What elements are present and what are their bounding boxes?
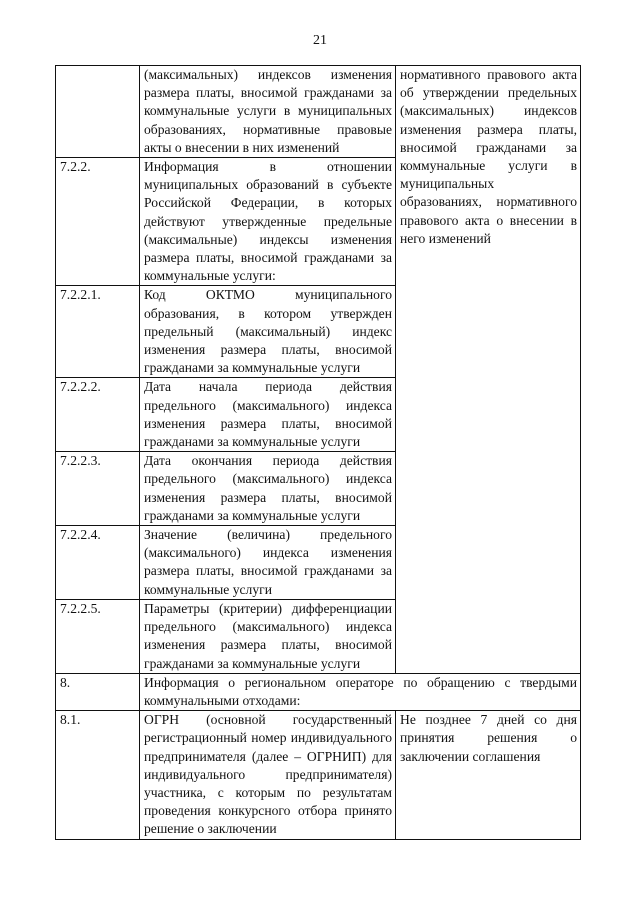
section-heading: Информация о региональном операторе по обращению с твердыми коммунальными отходами: [140,673,581,710]
row-description: ОГРН (основной государственный регистрационный номер индивидуального предпринимателя (далее – ОГРНИП) для индивидуального предпринимателя) участника, с которым по результатам проведения конкурсного отбора принято решение о заключении [140,711,396,839]
row-number: 8. [56,673,140,710]
row-description: Параметры (критерии) дифференциации предельного (максимального) индекса изменения размера платы, вносимой гражданами за коммунальные услуги [140,599,396,673]
page-number: 21 [313,33,327,48]
section-heading-row [56,673,581,710]
table-row [56,711,581,839]
row-number: 8.1. [56,711,140,839]
row-description: Код ОКТМО муниципального образования, в котором утвержден предельный (максимальный) индекс изменения размера платы, вносимой гражданами за коммунальные услуги [140,286,396,378]
row-description: (максимальных) индексов изменения размера платы, вносимой гражданами за коммунальные услуги в муниципальных образованиях, нормативные правовые акты о внесении в них изменений [140,66,396,158]
row-number: 7.2.2.2. [56,378,140,452]
requirements-table [55,65,581,840]
row-number: 7.2.2.3. [56,452,140,526]
table-row [56,66,581,158]
row-number: 7.2.2.5. [56,599,140,673]
deadline-cell: Не позднее 7 дней со дня принятия решения о заключении соглашения [396,711,581,839]
row-description: Дата окончания периода действия предельного (максимального) индекса изменения размера платы, вносимой гражданами за коммунальные услуги [140,452,396,526]
row-number: 7.2.2.4. [56,526,140,600]
row-description: Информация в отношении муниципальных образований в субъекте Российской Федерации, в которых действуют утвержденные предельные (максимальные) индексы изменения размера платы, вносимой гражданами за коммунальные услуги: [140,158,396,286]
row-description: Дата начала периода действия предельного (максимального) индекса изменения размера платы, вносимой гражданами за коммунальные услуги [140,378,396,452]
row-number [56,66,140,158]
row-description: Значение (величина) предельного (максимального) индекса изменения размера платы, вносимой гражданами за коммунальные услуги [140,526,396,600]
row-number: 7.2.2.1. [56,286,140,378]
deadline-cell: нормативного правового акта об утверждении предельных (максимальных) индексов изменения размера платы, вносимой гражданами за коммунальные услуги в муниципальных образованиях, нормативного правового акта о внесении в него изменений [396,66,581,674]
row-number: 7.2.2. [56,158,140,286]
